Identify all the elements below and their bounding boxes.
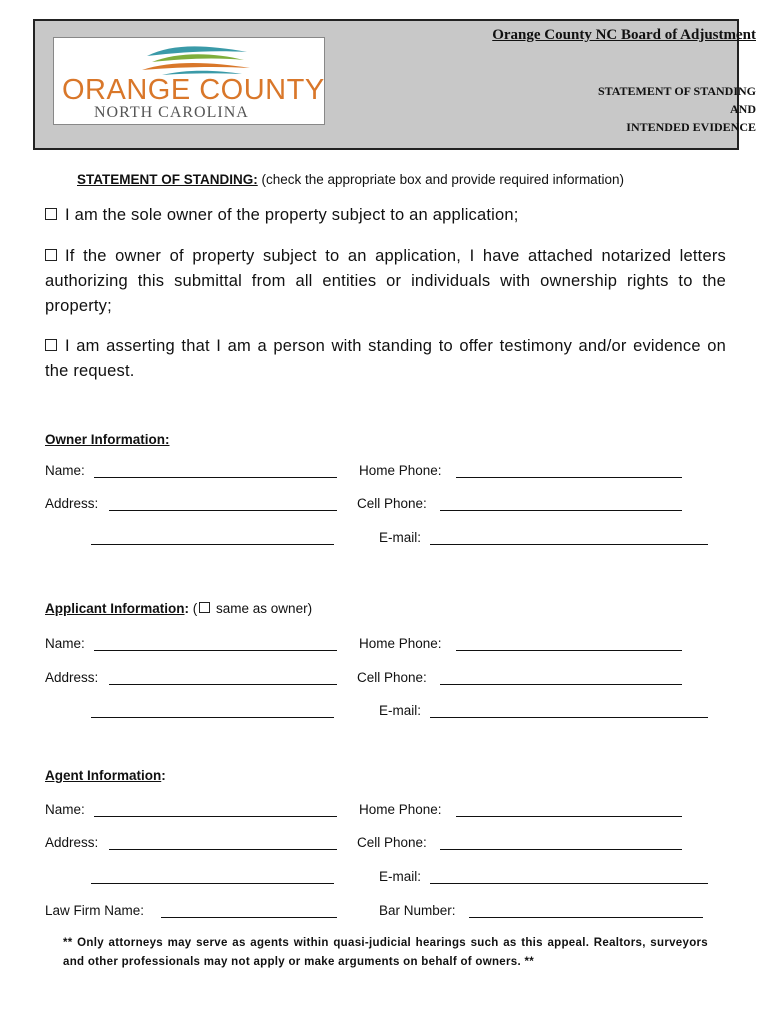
owner-name-field[interactable]	[94, 477, 337, 478]
owner-home-phone-field[interactable]	[456, 477, 682, 478]
owner-cell-phone-label: Cell Phone:	[357, 496, 427, 511]
applicant-name-field[interactable]	[94, 650, 337, 651]
applicant-home-phone-field[interactable]	[456, 650, 682, 651]
header-subtitle-line-2: AND	[730, 102, 756, 116]
checkbox-notarized-letters[interactable]	[45, 249, 57, 261]
page-title: Orange County NC Board of Adjustment	[492, 27, 756, 43]
standing-option-1	[45, 203, 726, 228]
owner-address-line-2-field[interactable]	[91, 544, 334, 545]
owner-address-label: Address:	[45, 496, 99, 511]
owner-home-phone-label: Home Phone:	[359, 463, 442, 478]
applicant-heading-label: Applicant Information	[45, 601, 185, 616]
agent-heading-suffix: :	[161, 768, 166, 783]
agent-email-label: E-mail:	[379, 869, 422, 884]
header-subtitle-line-3: INTENDED EVIDENCE	[626, 120, 756, 134]
agent-home-phone-label: Home Phone:	[359, 802, 442, 817]
agent-bar-number-label: Bar Number:	[379, 903, 456, 918]
attorney-footnote: ** Only attorneys may serve as agents within quasi-judicial hearings such as this appeal. Realtors, surveyors and other professionals may not apply or make arguments on behalf of owners. **	[63, 937, 708, 968]
applicant-name-label: Name:	[45, 636, 85, 651]
agent-law-firm-label: Law Firm Name:	[45, 903, 145, 918]
standing-option-2-text: If the owner of property subject to an application, I have attached notarized letters authorizing this submittal from all entities or individuals with ownership rights to the property;	[45, 247, 726, 315]
applicant-home-phone-label: Home Phone:	[359, 636, 442, 651]
logo-main-text: ORANGE COUNTY	[62, 74, 325, 106]
standing-option-2	[45, 244, 726, 319]
applicant-cell-phone-label: Cell Phone:	[357, 670, 427, 685]
logo-waves-icon	[142, 42, 252, 76]
owner-heading-label: Owner Information:	[45, 432, 170, 447]
owner-email-label: E-mail:	[379, 530, 422, 545]
agent-name-field[interactable]	[94, 816, 337, 817]
agent-bar-number-field[interactable]	[469, 917, 703, 918]
owner-heading	[45, 432, 170, 447]
standing-instruction: (check the appropriate box and provide required information)	[261, 172, 624, 187]
standing-heading-label: STATEMENT OF STANDING:	[77, 172, 258, 187]
agent-email-field[interactable]	[430, 883, 708, 884]
agent-address-field[interactable]	[109, 849, 337, 850]
applicant-heading-suffix: :	[184, 601, 189, 616]
agent-address-label: Address:	[45, 835, 99, 850]
logo-sub-text: NORTH CAROLINA	[94, 104, 249, 121]
standing-option-3-text: I am asserting that I am a person with standing to offer testimony and/or evidence on the request.	[45, 337, 726, 380]
agent-name-label: Name:	[45, 802, 85, 817]
applicant-email-field[interactable]	[430, 717, 708, 718]
standing-heading	[77, 172, 624, 187]
standing-option-1-text: I am the sole owner of the property subject to an application;	[65, 206, 519, 224]
applicant-address-label: Address:	[45, 670, 99, 685]
agent-cell-phone-label: Cell Phone:	[357, 835, 427, 850]
owner-cell-phone-field[interactable]	[440, 510, 682, 511]
checkbox-sole-owner[interactable]	[45, 208, 57, 220]
applicant-address-field[interactable]	[109, 684, 337, 685]
owner-address-field[interactable]	[109, 510, 337, 511]
applicant-heading	[45, 601, 312, 616]
agent-heading	[45, 768, 166, 783]
owner-name-label: Name:	[45, 463, 85, 478]
agent-address-line-2-field[interactable]	[91, 883, 334, 884]
agent-cell-phone-field[interactable]	[440, 849, 682, 850]
agent-heading-label: Agent Information	[45, 768, 162, 783]
applicant-same-open: (	[192, 601, 198, 616]
applicant-email-label: E-mail:	[379, 703, 422, 718]
applicant-same-as-owner-label: same as owner)	[216, 601, 313, 616]
checkbox-same-as-owner[interactable]	[199, 602, 210, 613]
applicant-address-line-2-field[interactable]	[91, 717, 334, 718]
standing-option-3	[45, 334, 726, 384]
agent-home-phone-field[interactable]	[456, 816, 682, 817]
owner-email-field[interactable]	[430, 544, 708, 545]
checkbox-standing-person[interactable]	[45, 339, 57, 351]
header-subtitle-line-1: STATEMENT OF STANDING	[597, 84, 756, 98]
applicant-cell-phone-field[interactable]	[440, 684, 682, 685]
agent-law-firm-field[interactable]	[161, 917, 337, 918]
county-logo	[53, 37, 325, 125]
